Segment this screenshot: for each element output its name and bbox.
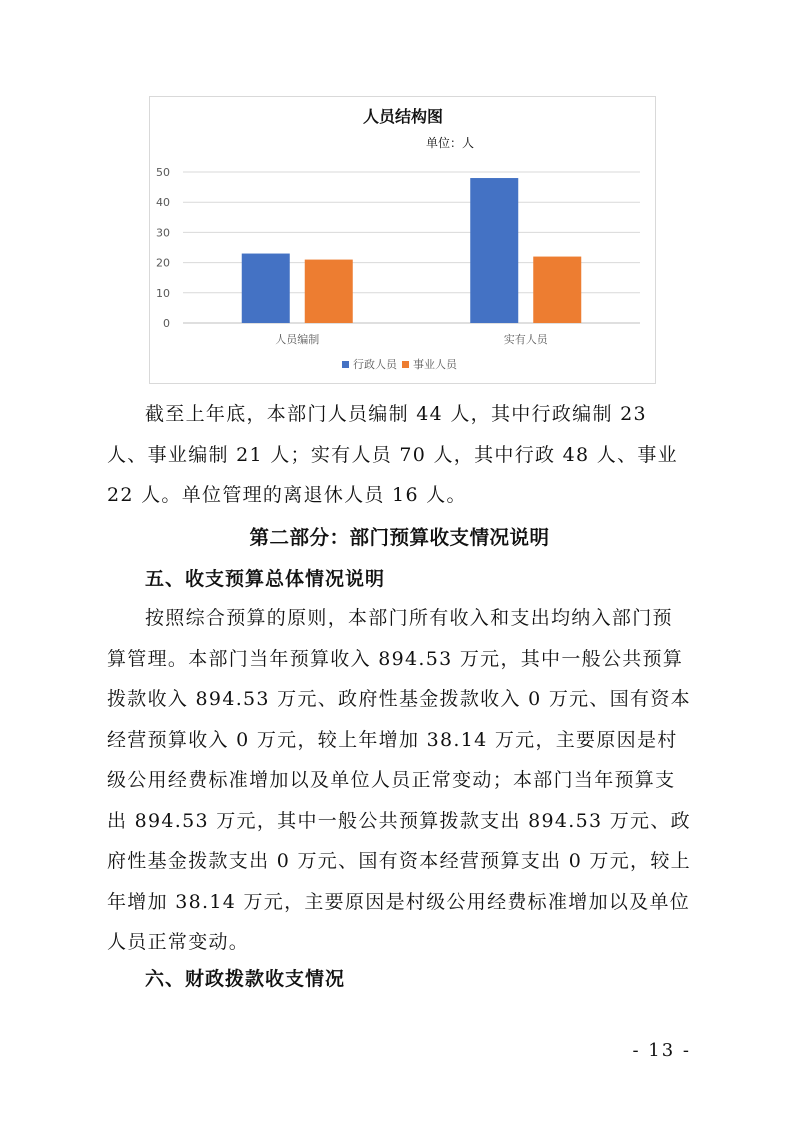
- bar-public-1: [533, 257, 581, 323]
- bar-chart: [149, 96, 656, 384]
- paragraph-staff-summary: 截至上年底，本部门人员编制 44 人，其中行政编制 23 人、事业编制 21 人；实有人员 70 人，其中行政 48 人、事业 22 人。单位管理的离退休人员 16 人。: [107, 403, 678, 506]
- x-category-label: 人员编制: [275, 333, 320, 346]
- y-tick-label: 50: [156, 166, 170, 179]
- y-tick-label: 0: [163, 317, 170, 330]
- legend-swatch: [402, 361, 409, 368]
- part-heading: 第二部分：部门预算收支情况说明: [249, 526, 550, 549]
- chart-subtitle: 单位：人: [425, 136, 475, 150]
- x-category-label: 实有人员: [503, 333, 548, 346]
- section-6-heading: 六、财政拨款收支情况: [145, 968, 346, 990]
- chart-canvas: [150, 97, 657, 385]
- paragraph-budget-overview: 按照综合预算的原则，本部门所有收入和支出均纳入部门预算管理。本部门当年预算收入 894.53 万元，其中一般公共预算拨款收入 894.53 万元、政府性基金拨款收入 0 万元、国有资本经营预算收入 0 万元，较上年增加 38.14 万元，主要原因是村级公用经费标准增加以及单位人员正常变动；本部门当年预算支出 894.53 万元，其中一般公共预算拨款支出 894.53 万元、政府性基金拨款支出 0 万元、国有资本经营预算支出 0 万元，较上年增加 38.14 万元，主要原因是村级公用经费标准增加以及单位人员正常变动。: [107, 607, 691, 953]
- chart-title: 人员结构图: [362, 107, 444, 126]
- legend-swatch: [342, 361, 349, 368]
- y-tick-label: 10: [156, 286, 170, 300]
- y-tick-label: 40: [156, 196, 170, 210]
- bar-public-0: [305, 260, 353, 323]
- page-number: - 13 -: [632, 1040, 691, 1061]
- legend-label: 行政人员: [353, 358, 397, 371]
- section-5-heading: 五、收支预算总体情况说明: [145, 568, 386, 590]
- bar-admin-1: [470, 178, 518, 323]
- bar-admin-0: [242, 254, 290, 323]
- legend-label: 事业人员: [413, 358, 457, 371]
- y-tick-label: 30: [156, 226, 170, 240]
- y-tick-label: 20: [156, 256, 170, 270]
